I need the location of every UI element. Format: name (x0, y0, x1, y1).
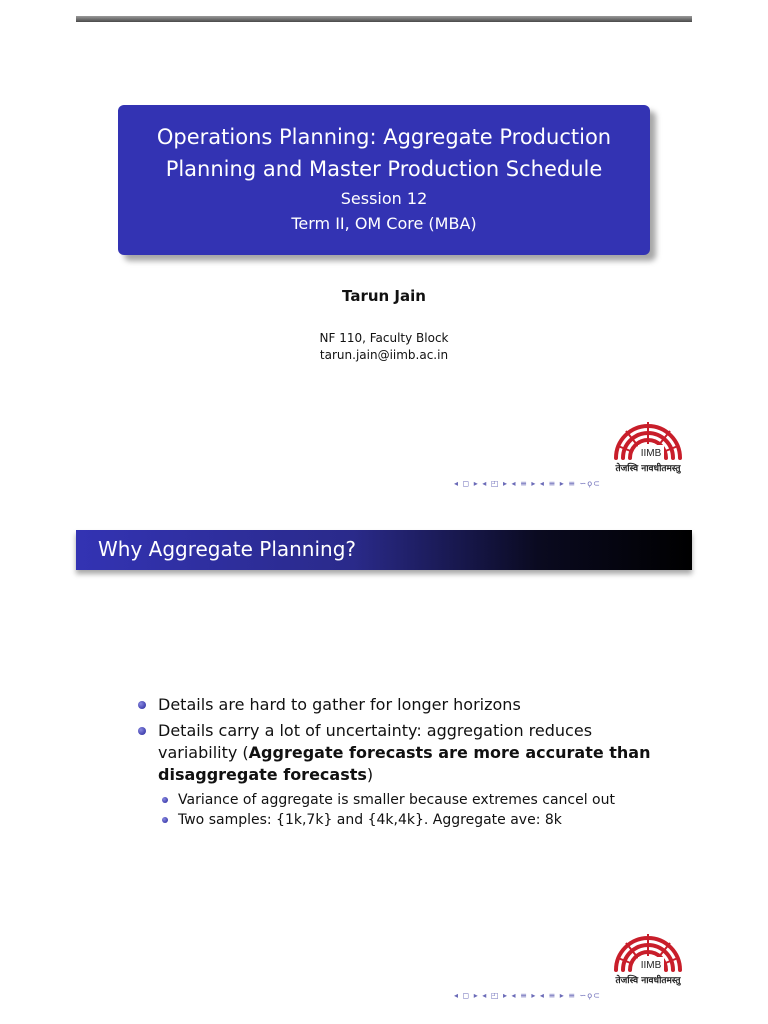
title-box (118, 105, 650, 255)
sub-bullet-list (158, 790, 658, 830)
logo-label: IIMB (640, 448, 662, 459)
list-item (138, 720, 658, 830)
frame-title: Why Aggregate Planning? (98, 537, 357, 561)
iimb-logo-icon (608, 926, 688, 976)
bullet-text-end: ) (366, 765, 374, 784)
iimb-logo (608, 926, 688, 990)
navigation-bar[interactable]: ◂ ◻ ▸ ◂ ◰ ▸ ◂ ≡ ▸ ◂ ≡ ▸ ≡ ∽ϙ⊂ (454, 479, 601, 488)
title-slide (76, 16, 692, 500)
office-location: NF 110, Faculty Block (319, 331, 449, 345)
presentation-title: Operations Planning: Aggregate Production Planning and Master Production Schedule (156, 125, 612, 181)
bullet-text: Details are hard to gather for longer horizons (158, 695, 521, 714)
frame-title-bar (76, 530, 692, 570)
sub-bullet-text: Two samples: {1k,7k} and {4k,4k}. Aggregate ave: 8k (178, 812, 562, 828)
bullet-emphasis: Aggregate forecasts are more accurate than disaggregate forecasts (158, 743, 651, 784)
list-item (158, 790, 658, 810)
term-label: Term II, OM Core (MBA) (291, 214, 477, 233)
top-rule (76, 16, 692, 22)
iimb-logo (608, 414, 688, 478)
bullet-text: Details carry a lot of uncertainty: aggregation reduces variability ( (158, 721, 593, 762)
session-label: Session 12 (340, 189, 428, 208)
logo-label: IIMB (640, 960, 662, 971)
content-slide (76, 528, 692, 1008)
navigation-bar[interactable]: ◂ ◻ ▸ ◂ ◰ ▸ ◂ ≡ ▸ ◂ ≡ ▸ ≡ ∽ϙ⊂ (454, 991, 601, 1000)
bullet-list (138, 694, 658, 834)
iimb-logo-icon (608, 414, 688, 464)
list-item (158, 810, 658, 830)
sub-bullet-text: Variance of aggregate is smaller because extremes cancel out (178, 792, 615, 808)
author-email: tarun.jain@iimb.ac.in (319, 348, 449, 362)
logo-motto: तेजस्वि नावधीतमस्तु (615, 976, 681, 986)
logo-motto: तेजस्वि नावधीतमस्तु (615, 464, 681, 474)
author-name: Tarun Jain (342, 287, 426, 305)
list-item (138, 694, 658, 716)
